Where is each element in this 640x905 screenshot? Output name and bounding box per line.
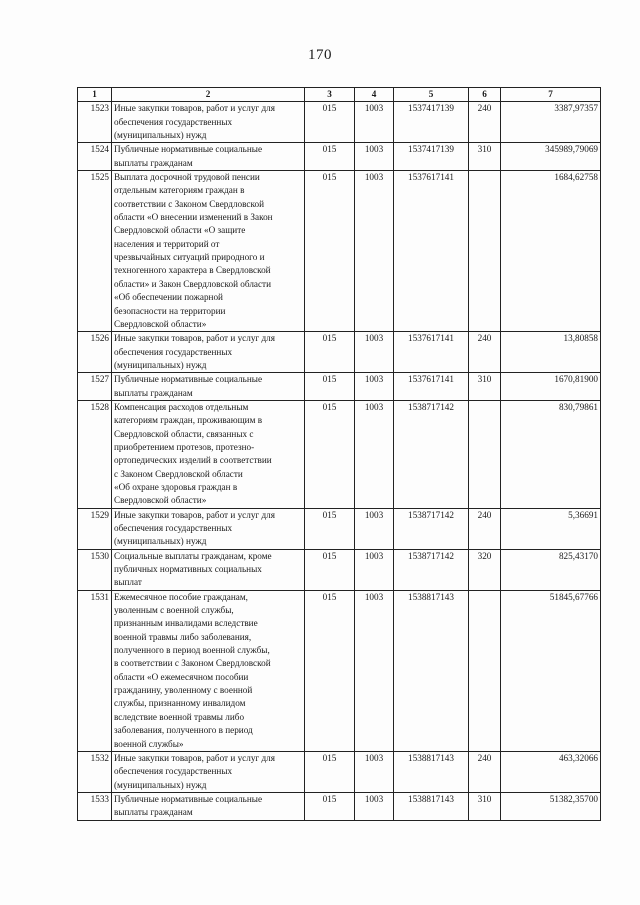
description-line: отдельным категориям граждан в [114,185,245,196]
ministry-code: 015 [305,400,355,508]
row-number: 1525 [78,171,112,332]
description-line: техногенного характера в Свердловской [114,265,271,276]
section-code: 1003 [355,171,394,332]
description-line: с Законом Свердловской области [114,468,243,479]
table-row [78,751,601,792]
row-description [112,590,305,751]
row-description [112,332,305,373]
ministry-code: 015 [305,373,355,401]
row-description [112,373,305,401]
ministry-code: 015 [305,508,355,549]
description-line: (муниципальных) нужд [114,130,207,141]
row-description [112,549,305,590]
description-line: населения и территорий от [114,238,220,249]
header-cell: 4 [355,88,394,102]
description-line: гражданину, уволенному с военной [114,685,253,696]
row-number: 1530 [78,549,112,590]
table-row [78,143,601,171]
description-line: Иные закупки товаров, работ и услуг для [114,509,275,520]
description-line: ортопедических изделий в соответствии [114,455,272,466]
description-line: полученного в период военной службы, [114,645,270,656]
expense-type-code [469,590,501,751]
table-body [78,102,601,820]
ministry-code: 015 [305,590,355,751]
description-line: Публичные нормативные социальные [114,793,263,804]
amount: 51382,35700 [501,792,601,820]
table-row [78,171,601,332]
section-code: 1003 [355,751,394,792]
ministry-code: 015 [305,102,355,143]
expense-type-code: 240 [469,508,501,549]
description-line: выплаты гражданам [114,387,193,398]
row-number: 1527 [78,373,112,401]
description-line: Ежемесячное пособие гражданам, [114,591,248,602]
row-description [112,751,305,792]
description-line: военной службы» [114,738,184,749]
header-cell: 2 [112,88,305,102]
header-cell: 7 [501,88,601,102]
description-line: области «О ежемесячном пособии [114,671,249,682]
section-code: 1003 [355,590,394,751]
description-line: Свердловской области «О защите [114,225,246,236]
description-line: обеспечения государственных [114,116,233,127]
header-cell: 5 [394,88,469,102]
expense-type-code: 320 [469,549,501,590]
description-line: Иные закупки товаров, работ и услуг для [114,333,275,344]
section-code: 1003 [355,400,394,508]
ministry-code: 015 [305,332,355,373]
expense-type-code [469,400,501,508]
ministry-code: 015 [305,792,355,820]
description-line: Свердловской области» [114,318,207,329]
table-row [78,792,601,820]
row-number: 1533 [78,792,112,820]
amount: 830,79861 [501,400,601,508]
target-article-code: 1537417139 [394,143,469,171]
ministry-code: 015 [305,751,355,792]
row-number: 1523 [78,102,112,143]
expense-type-code: 310 [469,373,501,401]
expense-type-code: 310 [469,143,501,171]
description-line: обеспечения государственных [114,766,233,777]
row-number: 1528 [78,400,112,508]
target-article-code: 1537417139 [394,102,469,143]
description-line: выплаты гражданам [114,157,193,168]
table-row [78,590,601,751]
amount: 825,43170 [501,549,601,590]
description-line: публичных нормативных социальных [114,564,262,575]
description-line: Социальные выплаты гражданам, кроме [114,550,272,561]
description-line: Иные закупки товаров, работ и услуг для [114,103,275,114]
target-article-code: 1537617141 [394,373,469,401]
expense-type-code: 240 [469,751,501,792]
expense-type-code: 310 [469,792,501,820]
description-line: обеспечения государственных [114,346,233,357]
description-line: военной травмы либо заболевания, [114,631,252,642]
description-line: вследствие военной травмы либо [114,711,245,722]
table-row [78,102,601,143]
target-article-code: 1538717142 [394,508,469,549]
table-row [78,332,601,373]
row-number: 1524 [78,143,112,171]
description-line: чрезвычайных ситуаций природного и [114,252,265,263]
amount: 463,32066 [501,751,601,792]
table-row [78,400,601,508]
description-line: (муниципальных) нужд [114,536,207,547]
description-line: (муниципальных) нужд [114,359,207,370]
description-line: выплаты гражданам [114,807,193,818]
target-article-code: 1538817143 [394,751,469,792]
description-line: соответствии с Законом Свердловской [114,198,264,209]
description-line: Выплата досрочной трудовой пенсии [114,172,260,183]
description-line: области «О внесении изменений в Закон [114,212,273,223]
section-code: 1003 [355,143,394,171]
amount: 345989,79069 [501,143,601,171]
ministry-code: 015 [305,171,355,332]
header-cell: 3 [305,88,355,102]
section-code: 1003 [355,549,394,590]
page-number: 170 [308,47,332,63]
target-article-code: 1538717142 [394,549,469,590]
description-line: Свердловской области» [114,495,207,506]
description-line: Публичные нормативные социальные [114,374,263,385]
row-number: 1531 [78,590,112,751]
description-line: категориям граждан, проживающим в [114,415,263,426]
row-description [112,508,305,549]
row-number: 1529 [78,508,112,549]
expense-type-code [469,171,501,332]
ministry-code: 015 [305,549,355,590]
description-line: признанным инвалидами вследствие [114,618,258,629]
description-line: обеспечения государственных [114,523,233,533]
section-code: 1003 [355,792,394,820]
table-row [78,549,601,590]
amount: 1684,62758 [501,171,601,332]
expense-type-code: 240 [469,102,501,143]
target-article-code: 1538817143 [394,792,469,820]
target-article-code: 1537617141 [394,171,469,332]
description-line: выплат [114,577,142,588]
section-code: 1003 [355,332,394,373]
description-line: Компенсация расходов отдельным [114,401,249,412]
description-line: «Об обеспечении пожарной [114,292,223,303]
table-header-row [78,88,601,102]
header-cell: 1 [78,88,112,102]
amount: 51845,67766 [501,590,601,751]
description-line: в соответствии с Законом Свердловской [114,658,271,669]
target-article-code: 1537617141 [394,332,469,373]
row-description [112,400,305,508]
description-line: (муниципальных) нужд [114,779,207,790]
amount: 1670,81900 [501,373,601,401]
expense-type-code: 240 [469,332,501,373]
description-line: области» и Закон Свердловской области [114,278,271,289]
header-cell: 6 [469,88,501,102]
table-row [78,373,601,401]
description-line: службы, признанному инвалидом [114,698,246,709]
target-article-code: 1538717142 [394,400,469,508]
description-line: «Об охране здоровья граждан в [114,481,238,492]
table-row [78,508,601,549]
section-code: 1003 [355,373,394,401]
description-line: Иные закупки товаров, работ и услуг для [114,752,275,763]
description-line: приобретением протезов, протезно- [114,441,255,452]
amount: 3387,97357 [501,102,601,143]
row-number: 1526 [78,332,112,373]
section-code: 1003 [355,508,394,549]
row-description [112,143,305,171]
row-description [112,171,305,332]
description-line: безопасности на территории [114,305,226,316]
row-description [112,102,305,143]
ministry-code: 015 [305,143,355,171]
description-line: Свердловской области, связанных с [114,428,254,439]
description-line: уволенным с военной службы, [114,605,234,616]
amount: 5,36691 [501,508,601,549]
row-description [112,792,305,820]
row-number: 1532 [78,751,112,792]
description-line: Публичные нормативные социальные [114,144,263,155]
budget-table [77,87,601,821]
amount: 13,80858 [501,332,601,373]
section-code: 1003 [355,102,394,143]
target-article-code: 1538817143 [394,590,469,751]
description-line: заболевания, полученного в период [114,725,253,736]
